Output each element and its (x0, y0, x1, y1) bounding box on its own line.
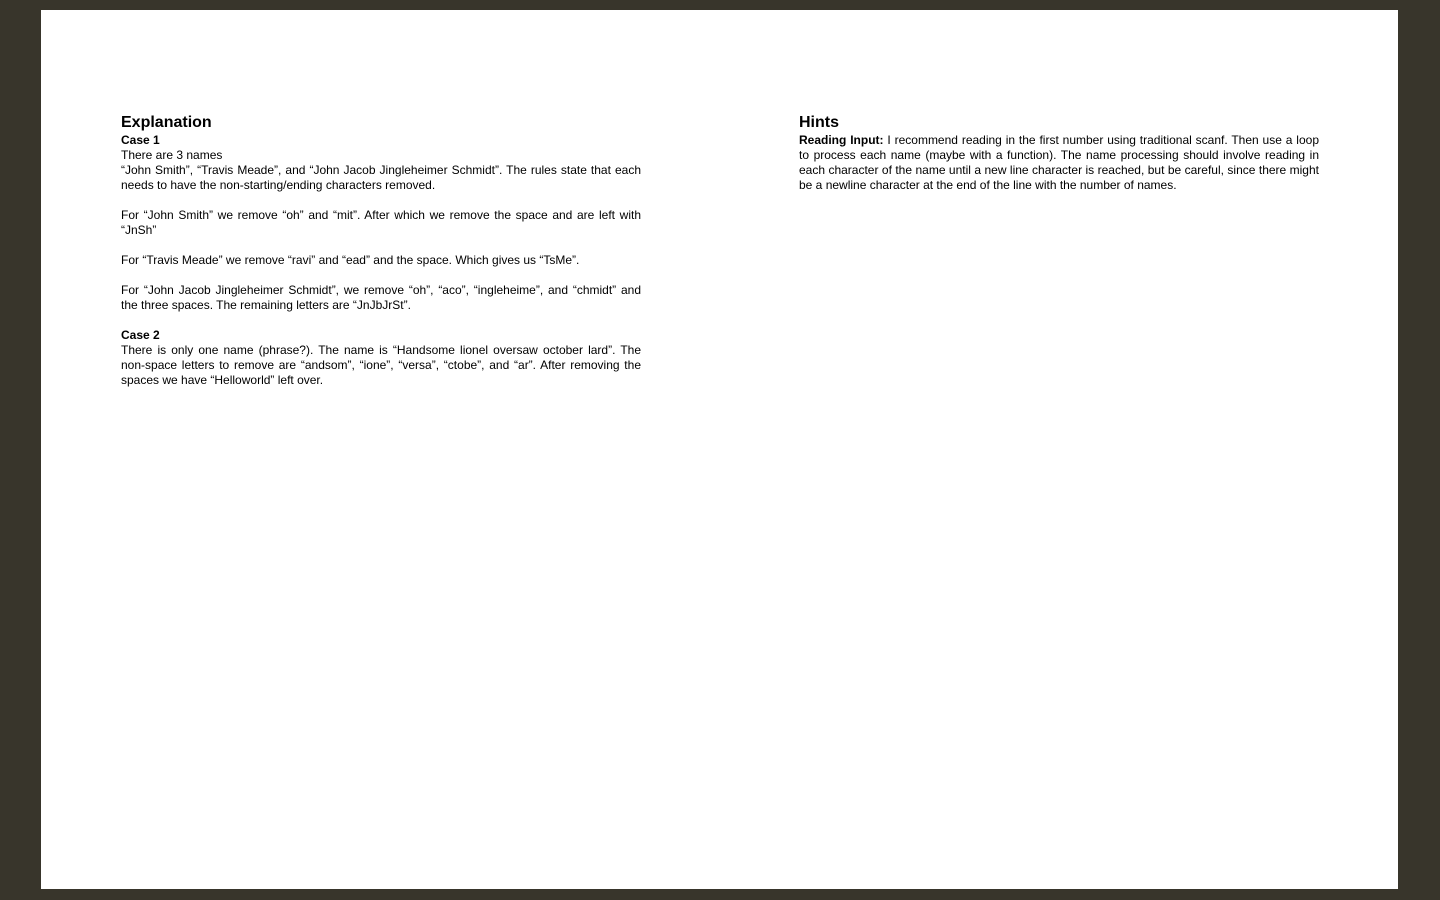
spacer (121, 193, 641, 208)
explanation-column (121, 114, 641, 388)
spacer (121, 268, 641, 283)
hints-column (799, 114, 1319, 193)
spacer (121, 238, 641, 253)
explanation-heading: Explanation (121, 114, 212, 131)
case1-para2: For “Travis Meade” we remove “ravi” and “ead” and the space. Which gives us “TsMe”. (121, 253, 580, 267)
case1-line1: There are 3 names (121, 148, 223, 162)
hints-heading: Hints (799, 114, 839, 131)
spacer (121, 313, 641, 328)
case2-title: Case 2 (121, 328, 160, 342)
hints-text: I recommend reading in the first number using traditional scanf. Then use a loop to process each name (maybe with a function). The name processing should involve reading in each character of the name until a new line character is reached, but be careful, since there might be a newline character at the end of the line with the number of names. (799, 133, 1319, 192)
hints-paragraph (799, 133, 1319, 193)
case1-line2: “John Smith”, “Travis Meade”, and “John Jacob Jingleheimer Schmidt”. The rules state that each needs to have the non-starting/ending characters removed. (121, 163, 641, 192)
hints-lead: Reading Input: (799, 133, 884, 147)
document-page (41, 10, 1398, 889)
case1-para3: For “John Jacob Jingleheimer Schmidt”, we remove “oh”, “aco”, “ingleheime”, and “chmidt” and the three spaces. The remaining letters are “JnJbJrSt”. (121, 283, 641, 312)
case1-para1: For “John Smith” we remove “oh” and “mit”. After which we remove the space and are left with “JnSh” (121, 208, 641, 237)
case2-text: There is only one name (phrase?). The name is “Handsome lionel oversaw october lard”. The non-space letters to remove are “andsom”, “ione”, “versa”, “ctobe”, and “ar”. After removing the spaces we have “Helloworld” left over. (121, 343, 641, 387)
case1-title: Case 1 (121, 133, 160, 147)
